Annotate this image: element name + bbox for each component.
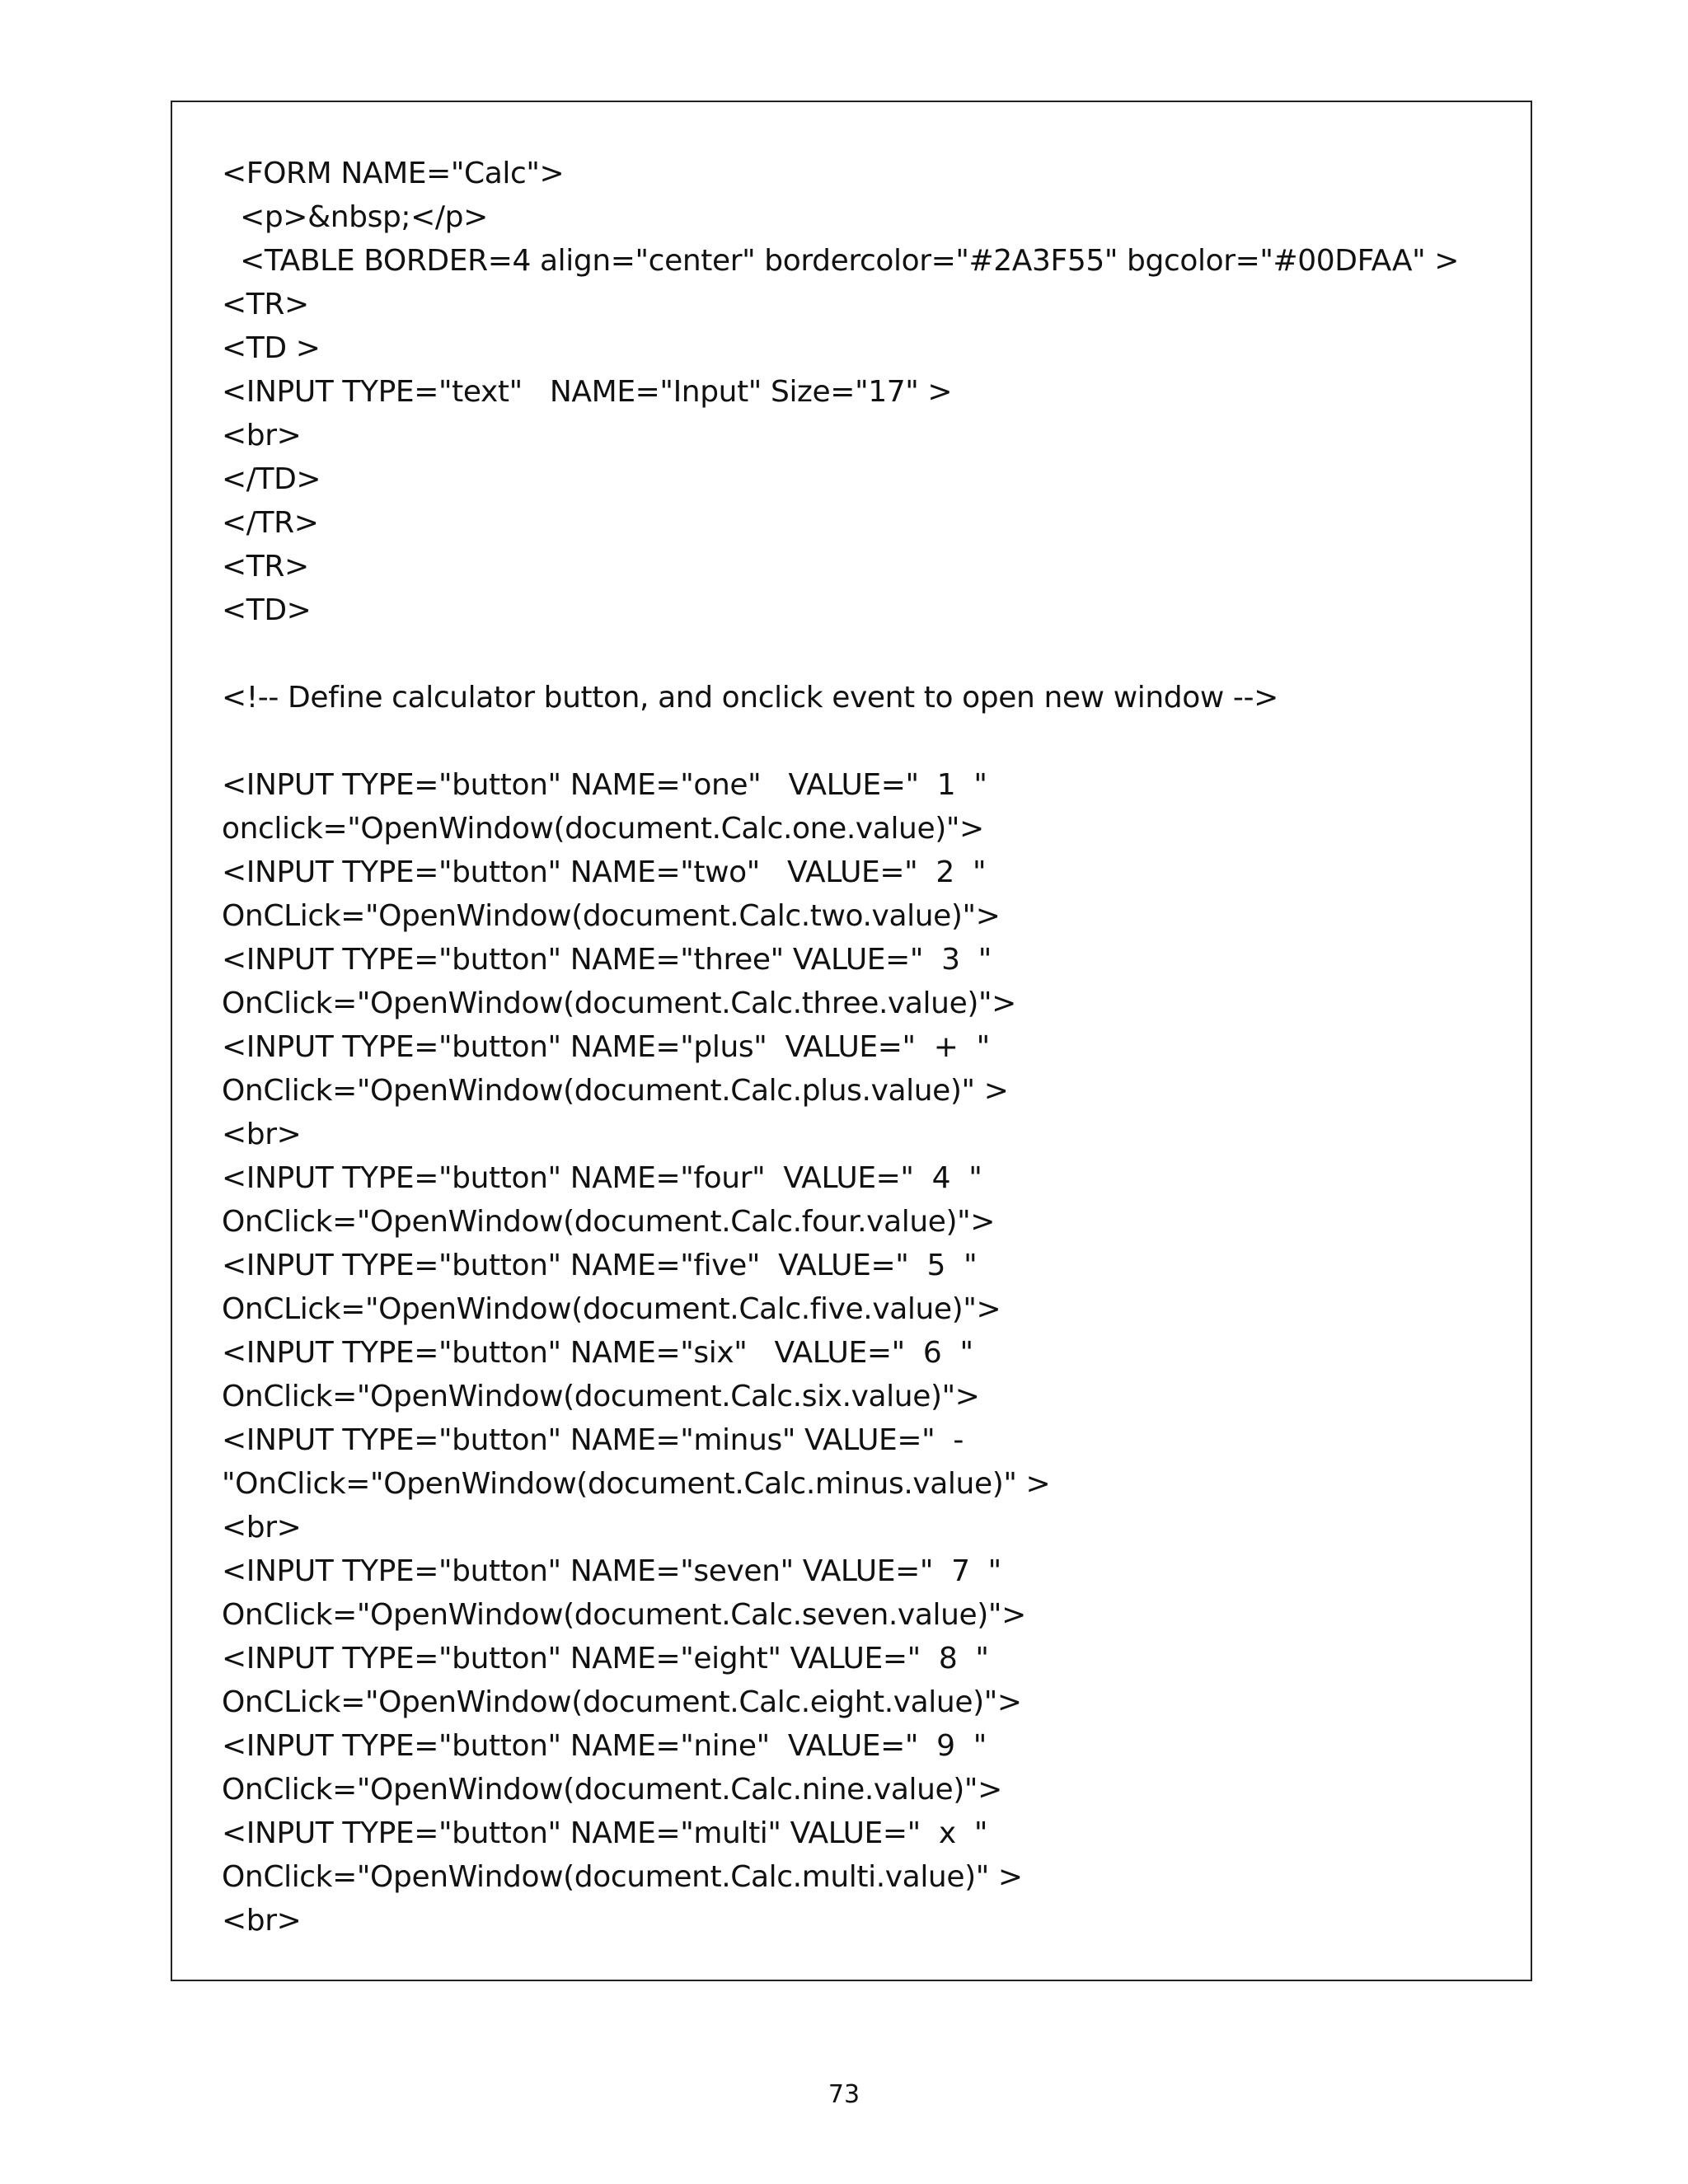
code-line: <INPUT TYPE="button" NAME="eight" VALUE=" 8 "	[222, 1642, 989, 1675]
code-line: "OnClick="OpenWindow(document.Calc.minus.value)" >	[222, 1467, 1051, 1501]
code-line: OnCLick="OpenWindow(document.Calc.two.value)">	[222, 899, 1001, 933]
code-line: <INPUT TYPE="button" NAME="multi" VALUE=" x "	[222, 1816, 988, 1850]
code-line: OnCLick="OpenWindow(document.Calc.five.value)">	[222, 1292, 1001, 1326]
code-comment-line: <!-- Define calculator button, and onclick event to open new window -->	[222, 681, 1278, 715]
code-line: <TD>	[222, 593, 312, 627]
code-line: <br>	[222, 419, 302, 452]
code-listing-box	[171, 101, 1532, 1981]
code-lines	[222, 152, 1459, 1943]
code-line: <TD >	[222, 331, 321, 365]
code-line: <TABLE BORDER=4 align="center" bordercolor="#2A3F55" bgcolor="#00DFAA" >	[222, 244, 1460, 278]
code-line: <INPUT TYPE="button" NAME="one" VALUE=" 1 "	[222, 768, 987, 802]
code-line: <INPUT TYPE="button" NAME="minus" VALUE=" -	[222, 1423, 964, 1457]
code-line: onclick="OpenWindow(document.Calc.one.value)">	[222, 812, 984, 846]
code-line: <INPUT TYPE="button" NAME="two" VALUE=" 2 "	[222, 855, 987, 889]
page-number: 73	[828, 2080, 860, 2109]
code-line: <TR>	[222, 288, 309, 321]
code-line: OnClick="OpenWindow(document.Calc.seven.value)">	[222, 1598, 1026, 1632]
code-line: OnClick="OpenWindow(document.Calc.plus.value)" >	[222, 1074, 1009, 1108]
code-line: <br>	[222, 1511, 302, 1544]
code-line: <br>	[222, 1118, 302, 1151]
code-line: <FORM NAME="Calc">	[222, 157, 565, 190]
code-line: <INPUT TYPE="button" NAME="six" VALUE=" 6 "	[222, 1336, 973, 1370]
code-line: <br>	[222, 1904, 302, 1938]
code-line: OnClick="OpenWindow(document.Calc.nine.value)">	[222, 1773, 1002, 1807]
code-line: </TD>	[222, 462, 321, 496]
code-line-blank	[222, 632, 1459, 676]
code-line: <INPUT TYPE="button" NAME="plus" VALUE=" + "	[222, 1030, 990, 1064]
code-line: <TR>	[222, 550, 309, 583]
code-line: <INPUT TYPE="button" NAME="four" VALUE=" 4 "	[222, 1161, 982, 1195]
code-line: OnClick="OpenWindow(document.Calc.multi.value)" >	[222, 1860, 1023, 1894]
code-line: </TR>	[222, 506, 319, 540]
code-line: OnClick="OpenWindow(document.Calc.three.value)">	[222, 987, 1016, 1020]
code-line-blank	[222, 719, 1459, 763]
code-line: <INPUT TYPE="button" NAME="five" VALUE=" 5 "	[222, 1249, 978, 1282]
code-line: OnCLick="OpenWindow(document.Calc.eight.value)">	[222, 1685, 1022, 1719]
code-line: <INPUT TYPE="button" NAME="nine" VALUE=" 9 "	[222, 1729, 987, 1763]
code-line: <INPUT TYPE="button" NAME="three" VALUE=" 3 "	[222, 943, 992, 977]
code-line: <INPUT TYPE="text" NAME="Input" Size="17" >	[222, 375, 953, 409]
code-line: <INPUT TYPE="button" NAME="seven" VALUE=" 7 "	[222, 1554, 1001, 1588]
code-line: OnClick="OpenWindow(document.Calc.four.value)">	[222, 1205, 996, 1239]
code-line: <p>&nbsp;</p>	[222, 200, 488, 234]
code-line: OnClick="OpenWindow(document.Calc.six.value)">	[222, 1380, 980, 1413]
